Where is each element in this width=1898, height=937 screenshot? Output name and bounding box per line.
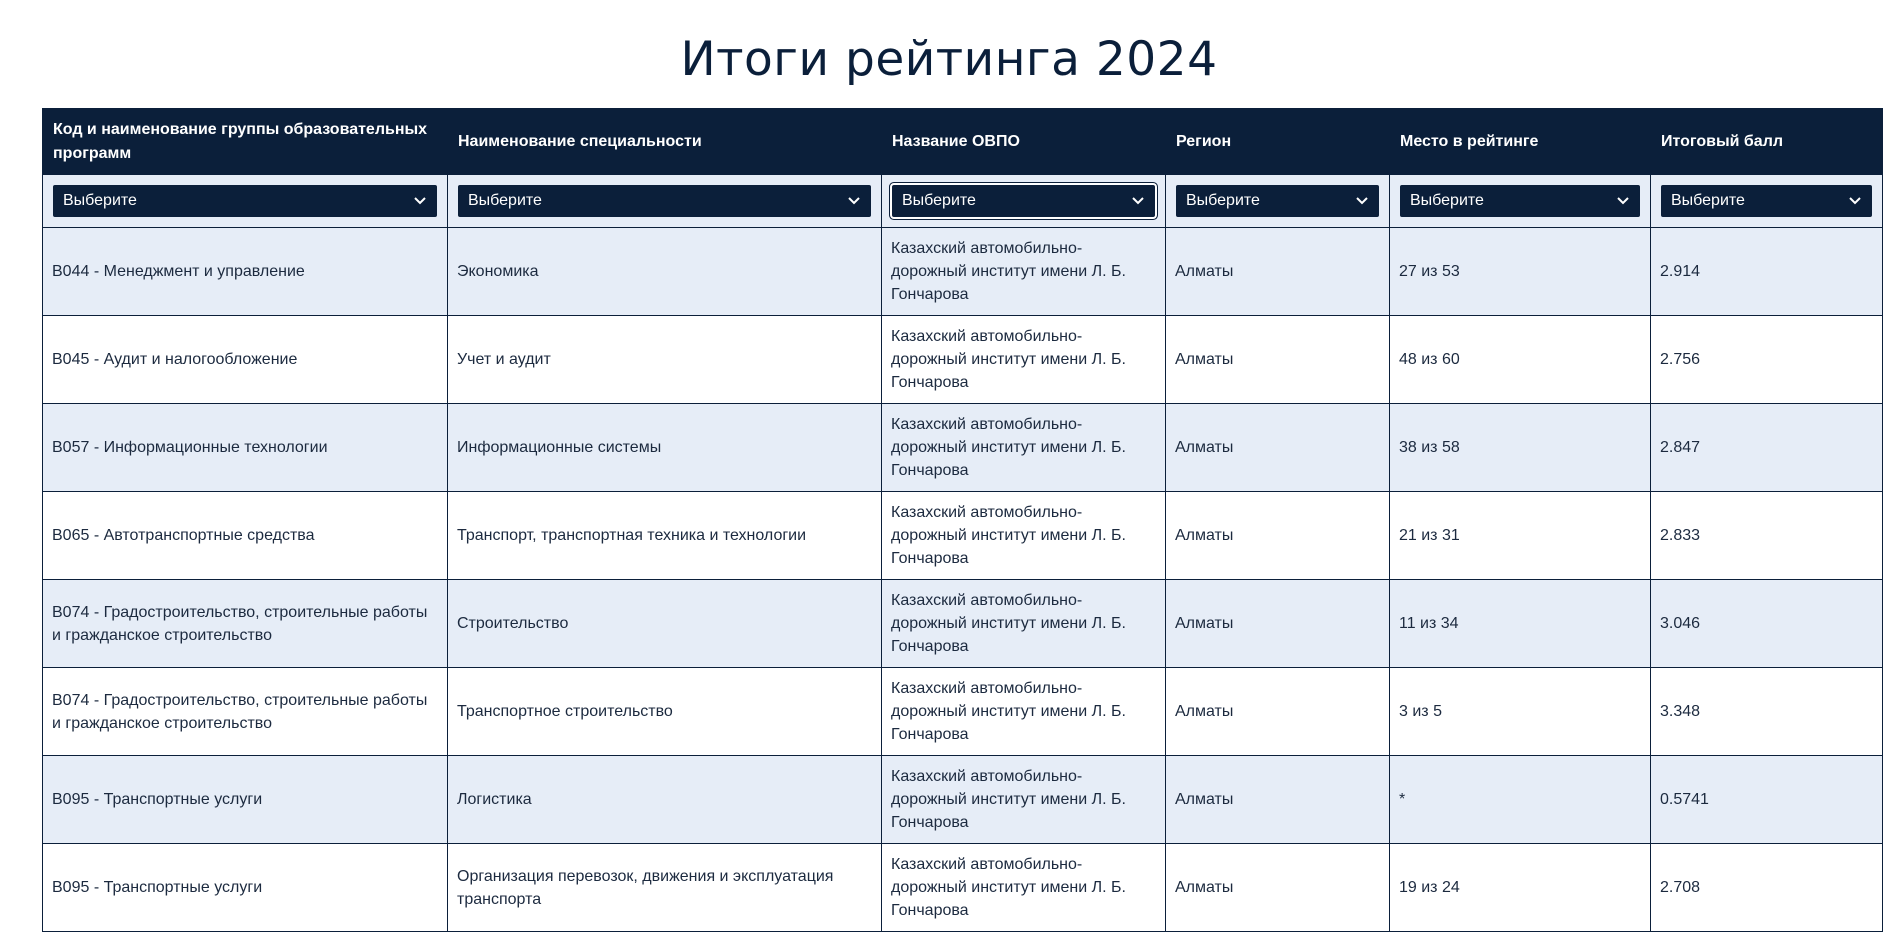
select-value: Выберите bbox=[468, 192, 542, 209]
cell-specialty: Транспортное строительство bbox=[448, 668, 882, 756]
cell-university: Казахский автомобильно-дорожный институт имени Л. Б. Гончарова bbox=[882, 844, 1166, 932]
cell-rank: 48 из 60 bbox=[1390, 316, 1651, 404]
cell-score: 2.756 bbox=[1651, 316, 1883, 404]
cell-university: Казахский автомобильно-дорожный институт имени Л. Б. Гончарова bbox=[882, 756, 1166, 844]
cell-specialty: Информационные системы bbox=[448, 404, 882, 492]
cell-region: Алматы bbox=[1166, 668, 1390, 756]
column-header-specialty: Наименование специальности bbox=[448, 109, 882, 176]
select-value: Выберите bbox=[1671, 192, 1745, 209]
cell-region: Алматы bbox=[1166, 756, 1390, 844]
cell-region: Алматы bbox=[1166, 492, 1390, 580]
cell-program-group: B044 - Менеджмент и управление bbox=[43, 228, 448, 316]
cell-rank: 11 из 34 bbox=[1390, 580, 1651, 668]
cell-specialty: Логистика bbox=[448, 756, 882, 844]
table-row bbox=[43, 316, 1883, 404]
cell-specialty: Экономика bbox=[448, 228, 882, 316]
column-header-rank: Место в рейтинге bbox=[1390, 109, 1651, 176]
cell-program-group: B095 - Транспортные услуги bbox=[43, 756, 448, 844]
cell-program-group: B057 - Информационные технологии bbox=[43, 404, 448, 492]
cell-program-group: B045 - Аудит и налогообложение bbox=[43, 316, 448, 404]
chevron-down-icon bbox=[1616, 194, 1630, 208]
table-row bbox=[43, 668, 1883, 756]
select-value: Выберите bbox=[902, 192, 976, 209]
page-title: Итоги рейтинга 2024 bbox=[680, 32, 1218, 88]
filter-university-select[interactable] bbox=[892, 185, 1155, 217]
filter-score-select[interactable] bbox=[1661, 185, 1872, 217]
column-header-university: Название ОВПО bbox=[882, 109, 1166, 176]
cell-program-group: B065 - Автотранспортные средства bbox=[43, 492, 448, 580]
select-value: Выберите bbox=[1186, 192, 1260, 209]
column-header-score: Итоговый балл bbox=[1651, 109, 1883, 176]
cell-program-group: B074 - Градостроительство, строительные работы и гражданское строительство bbox=[43, 668, 448, 756]
select-value: Выберите bbox=[1410, 192, 1484, 209]
column-header-region: Регион bbox=[1166, 109, 1390, 176]
cell-score: 2.914 bbox=[1651, 228, 1883, 316]
table-header-row bbox=[43, 109, 1883, 176]
cell-region: Алматы bbox=[1166, 580, 1390, 668]
cell-rank: 38 из 58 bbox=[1390, 404, 1651, 492]
cell-score: 2.708 bbox=[1651, 844, 1883, 932]
cell-specialty: Строительство bbox=[448, 580, 882, 668]
cell-university: Казахский автомобильно-дорожный институт имени Л. Б. Гончарова bbox=[882, 316, 1166, 404]
chevron-down-icon bbox=[1848, 194, 1862, 208]
table-row bbox=[43, 844, 1883, 932]
cell-program-group: B074 - Градостроительство, строительные работы и гражданское строительство bbox=[43, 580, 448, 668]
cell-rank: 21 из 31 bbox=[1390, 492, 1651, 580]
cell-score: 3.046 bbox=[1651, 580, 1883, 668]
cell-region: Алматы bbox=[1166, 228, 1390, 316]
cell-rank: 19 из 24 bbox=[1390, 844, 1651, 932]
filter-specialty-select[interactable] bbox=[458, 185, 871, 217]
cell-rank: 3 из 5 bbox=[1390, 668, 1651, 756]
cell-score: 2.833 bbox=[1651, 492, 1883, 580]
cell-region: Алматы bbox=[1166, 316, 1390, 404]
chevron-down-icon bbox=[413, 194, 427, 208]
select-value: Выберите bbox=[63, 192, 137, 209]
cell-specialty: Организация перевозок, движения и эксплуатация транспорта bbox=[448, 844, 882, 932]
rating-table-container bbox=[42, 108, 1882, 932]
chevron-down-icon bbox=[847, 194, 861, 208]
filter-program-group-select[interactable] bbox=[53, 185, 437, 217]
cell-program-group: B095 - Транспортные услуги bbox=[43, 844, 448, 932]
filter-region-select[interactable] bbox=[1176, 185, 1379, 217]
cell-university: Казахский автомобильно-дорожный институт имени Л. Б. Гончарова bbox=[882, 492, 1166, 580]
cell-score: 3.348 bbox=[1651, 668, 1883, 756]
rating-table bbox=[42, 108, 1883, 932]
chevron-down-icon bbox=[1355, 194, 1369, 208]
cell-region: Алматы bbox=[1166, 404, 1390, 492]
cell-university: Казахский автомобильно-дорожный институт имени Л. Б. Гончарова bbox=[882, 228, 1166, 316]
cell-university: Казахский автомобильно-дорожный институт имени Л. Б. Гончарова bbox=[882, 404, 1166, 492]
cell-university: Казахский автомобильно-дорожный институт имени Л. Б. Гончарова bbox=[882, 580, 1166, 668]
cell-specialty: Транспорт, транспортная техника и технологии bbox=[448, 492, 882, 580]
filter-rank-select[interactable] bbox=[1400, 185, 1640, 217]
chevron-down-icon bbox=[1131, 194, 1145, 208]
cell-score: 2.847 bbox=[1651, 404, 1883, 492]
cell-specialty: Учет и аудит bbox=[448, 316, 882, 404]
cell-region: Алматы bbox=[1166, 844, 1390, 932]
column-header-program-group: Код и наименование группы образовательных программ bbox=[43, 109, 448, 176]
table-row bbox=[43, 492, 1883, 580]
table-row bbox=[43, 228, 1883, 316]
cell-score: 0.5741 bbox=[1651, 756, 1883, 844]
table-row bbox=[43, 404, 1883, 492]
table-row bbox=[43, 756, 1883, 844]
filter-row bbox=[43, 175, 1883, 228]
table-row bbox=[43, 580, 1883, 668]
cell-rank: * bbox=[1390, 756, 1651, 844]
cell-university: Казахский автомобильно-дорожный институт имени Л. Б. Гончарова bbox=[882, 668, 1166, 756]
cell-rank: 27 из 53 bbox=[1390, 228, 1651, 316]
